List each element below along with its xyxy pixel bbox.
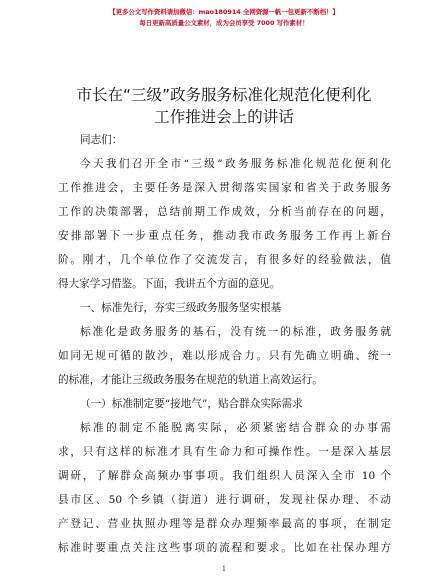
section-heading-1: 一、标准先行，夯实三级政务服务坚实根基 [80,302,282,314]
paragraph-line: 的标准，才能让三级政务服务在规范的轨道上高效运行。 [58,374,323,386]
salutation: 同志们： [80,134,123,146]
paragraph-line: 安排部署下一步重点任务，推动我市政务服务工作再上新台 [58,230,391,242]
paragraph-line: 求，只有这样的标准才具有生命力和可操作性。一是深入基层 [58,446,391,458]
paragraph-line: 阶。刚才，几个单位作了交流发言，有很多好的经验做法，值 [58,254,391,266]
paragraph-line: 调研，了解群众高频办事事项。我们组织人员深入全市 10 个 [58,470,391,482]
page-number: 1 [221,565,227,573]
document-title-line-1: 市长在“三级”政务服务标准化规范化便利化 [76,86,372,104]
subsection-heading-1: （一）标准制定要“接地气”，贴合群众实际需求 [80,398,303,410]
paragraph-line: 标准时要重点关注这些事项的流程和要求。比如在社保办理方 [58,542,391,554]
document-title-line-2: 工作推进会上的讲话 [154,108,294,126]
paragraph-line: 今天我们召开全市“三级”政务服务标准化规范化便利化 [80,158,391,170]
promo-banner-line-1: 【更多公文写作资料请加微信：mao180914 全网资源一帆一包更新不断档！】 [109,8,339,16]
paragraph-line: 工作的决策部署，总结前期工作成效，分析当前存在的问题， [58,206,391,218]
paragraph-line: 县市区、50 个乡镇（街道）进行调研，发现社保办理、不动 [58,494,391,506]
paragraph-line: 得大家学习借鉴。下面，我讲五个方面的意见。 [58,278,281,290]
paragraph-line: 如同无规可循的散沙，难以形成合力。只有先确立明确、统一 [58,350,391,362]
paragraph-line: 标准化是政务服务的基石，没有统一的标准，政务服务就 [80,326,391,338]
paragraph-line: 标准的制定不能脱离实际，必须紧密结合群众的办事需 [80,422,391,434]
promo-banner-line-2: 每日更新高质量公文素材，成为会员享受 7000 写作素材！ [139,19,309,27]
paragraph-line: 产登记、营业执照办理等是群众办理频率最高的事项，在制定 [58,518,391,530]
paragraph-line: 工作推进会，主要任务是深入贯彻落实国家和省关于政务服务 [58,182,391,194]
